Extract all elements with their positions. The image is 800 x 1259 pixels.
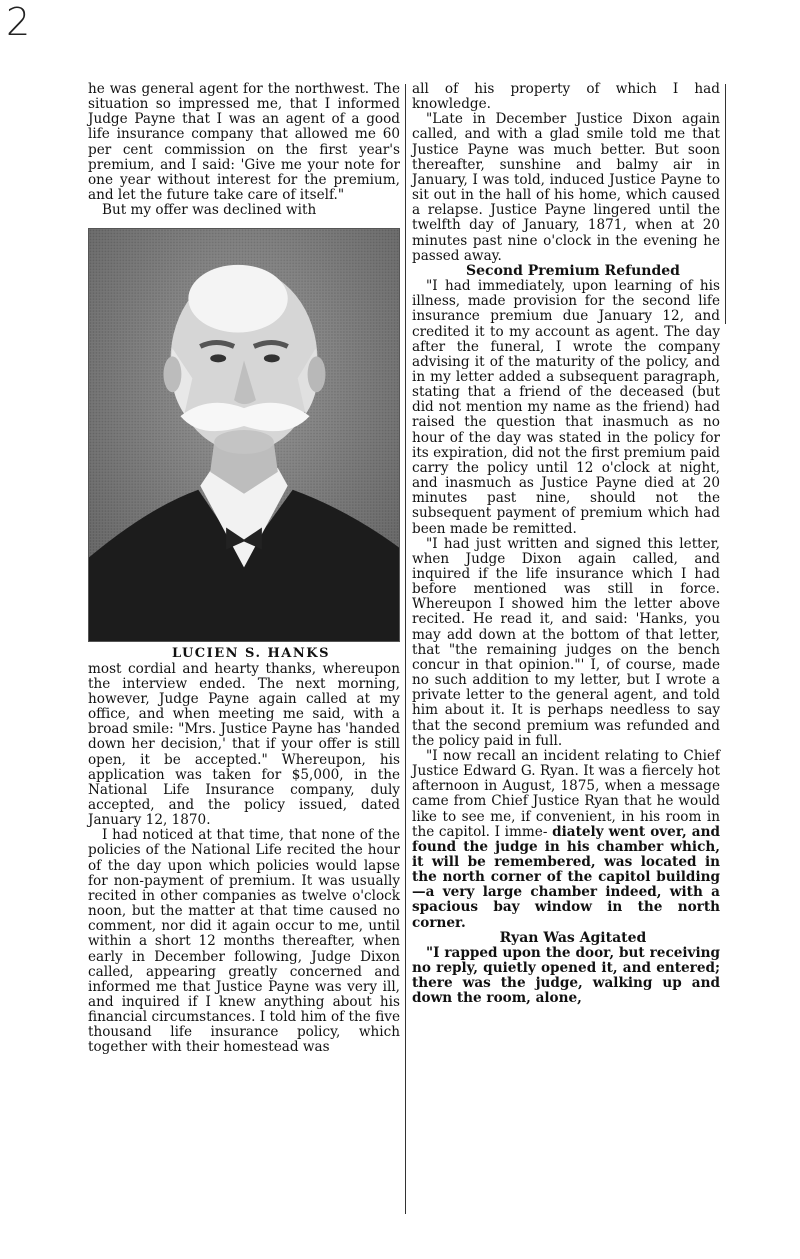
right-paragraph-5-start: "I now recall an incident relating to Chief Justice Edward G. Ryan. It was a fiercely hot afternoon in August, 1875, when a message came from Chief Justice Ryan that he would like to see me, if convenient, in his room in the capitol. I imme- (412, 747, 720, 840)
left-paragraph-3: most cordial and hearty thanks, whereupon the interview ended. The next morning, however, Judge Payne again called at my office, and when meeting me said, with a broad smile: "Mrs. Justice Payne has 'handed down her decision,' that if your offer is still open, it be accepted." Whereupon, his application was taken for $5,000, in the National Life Insurance company, duly accepted, and the policy issued, dated January 12, 1870. (88, 660, 400, 829)
portrait-photo (88, 228, 400, 642)
left-column (88, 82, 400, 1056)
subheading-second-premium: Second Premium Refunded (466, 262, 680, 279)
photo-caption: LUCIEN S. HANKS (172, 646, 330, 662)
left-paragraph-1: he was general agent for the northwest. The situation so impressed me, that I informed Judge Payne that I was an agent of a good life insurance company that allowed me 60 per cent commission on the first year's premium, and I said: 'Give me your note for one year without interest for the premium, and let the future take care of itself." (88, 81, 400, 204)
right-paragraph-6: "I rapped upon the door, but receiving no reply, quietly opened it, and entered; there was the judge, walking up and down the room, alone, (412, 944, 720, 1007)
right-paragraph-2: "Late in December Justice Dixon again called, and with a glad smile told me that Justice Payne was much better. But soon thereafter, sunshine and balmy air in January, I was told, induced Justice Payne to sit out in the hall of his home, which caused a relapse. Justice Payne lingered until the twelfth day of January, 1871, when at 20 minutes past nine o'clock in the evening he passed away. (412, 111, 720, 264)
right-paragraph-4: "I had just written and signed this letter, when Judge Dixon again called, and inquired if the life insurance which I had before mentioned was still in force. Whereupon I showed him the letter above recited. He read it, and said: 'Hanks, you may add down at the bottom of that letter, that "the remaining judges on the bench concur in that opinion."' I, of course, made no such addition to my letter, but I wrote a private letter to the general agent, and told him about it. It is perhaps needless to say that the second premium was refunded and the policy paid in full. (412, 535, 720, 749)
right-paragraph-3: "I had immediately, upon learning of his illness, made provision for the second life insurance premium due January 12, and credited it to my account as agent. The day after the funeral, I wrote the company advising it of the maturity of the policy, and in my letter added a subsequent paragraph, stating that a friend of the deceased (but did not mention my name as the friend) had raised the question that inasmuch as no hour of the day was stated in the policy for its expiration, did not the first premium paid carry the policy until 12 o'clock at night, and inasmuch as Justice Payne died at 20 minutes past nine, should not the subsequent payment of premium which had been made be remitted. (412, 278, 720, 537)
right-paragraph-1: all of his property of which I had knowledge. (412, 81, 720, 113)
left-paragraph-4: I had noticed at that time, that none of the policies of the National Life recited the hour of the day upon which policies would lapse for non-payment of premium. It was usually recited in other companies as twelve o'clock noon, but the matter at that time caused no comment, nor did it again occur to me, until within a short 12 months thereafter, when early in December following, Judge Dixon called, appearing greatly concerned and informed me that Justice Payne was very ill, and inquired if I knew anything about his financial circumstances. I told him of the five thousand life insurance policy, which together with their homestead was (88, 827, 400, 1056)
column-rule-right (725, 84, 726, 324)
page-number: 2 (6, 0, 31, 44)
column-rule (405, 84, 406, 1214)
right-paragraph-5-end: diately went over, and found the judge in his chamber which, it will be remembered, was located in the north corner of the capitol building —a very large chamber indeed, with a spacious bay window in the north corner. (412, 823, 720, 931)
subheading-ryan-agitated: Ryan Was Agitated (499, 929, 647, 946)
right-column (412, 82, 720, 1007)
left-paragraph-2: But my offer was declined with (102, 202, 317, 219)
right-paragraph-5 (412, 749, 720, 931)
